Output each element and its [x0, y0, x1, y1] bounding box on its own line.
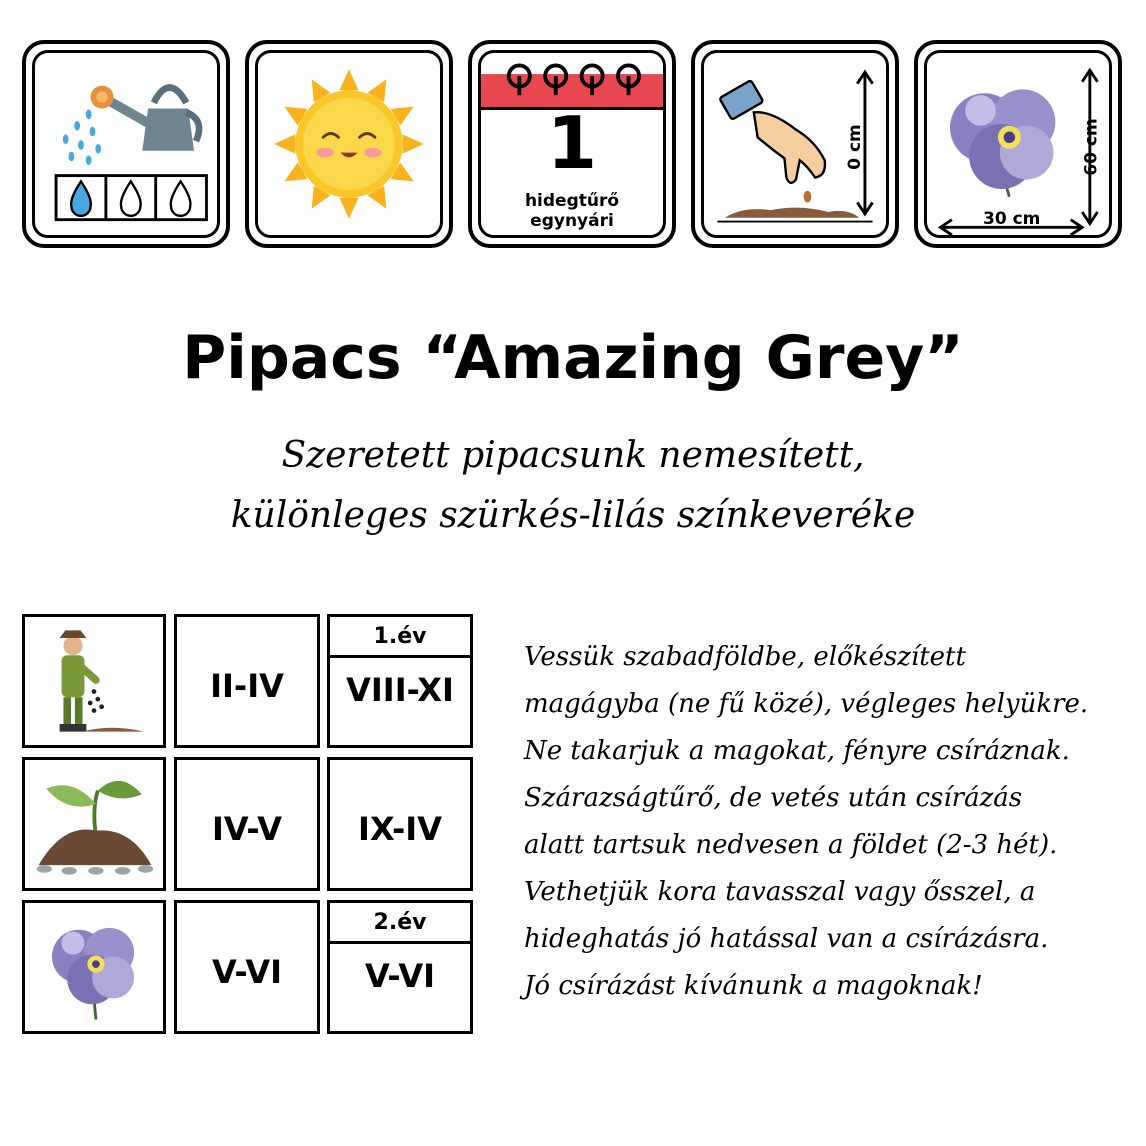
- subtitle-line-1: Szeretett pipacsunk nemesített,: [281, 435, 865, 476]
- instruction-line: magágyba (ne fű közé), végleges helyükre.: [524, 689, 1089, 719]
- seedling-months-cell: [174, 757, 320, 891]
- watering-tile: [22, 40, 230, 248]
- sowing-months: II-IV: [210, 667, 284, 705]
- instruction-line: Vessük szabadföldbe, előkészített: [524, 642, 966, 672]
- autumn-seedling-months: IX-IV: [358, 810, 442, 848]
- instruction-line: Szárazságtűrő, de vetés után csírázás: [524, 783, 1023, 813]
- year-2-flowering-months: V-VI: [364, 957, 436, 995]
- lifecycle-years: 1: [546, 101, 598, 185]
- hardiness-label: hidegtűrő: [524, 191, 620, 211]
- sowing-depth-label: 0 cm: [844, 124, 865, 170]
- gardener-sowing-icon: [25, 617, 163, 745]
- year-2-label: 2.év: [330, 903, 470, 944]
- instruction-line: Vethetjük kora tavasszal vagy ősszel, a: [524, 877, 1036, 907]
- water-level-indicator: [35, 53, 217, 235]
- flowering-months-cell: [174, 900, 320, 1034]
- seedling-icon: [25, 760, 163, 888]
- autumn-sowing-cell: [327, 614, 473, 748]
- instruction-line: Jó csírázást kívánunk a magoknak!: [524, 971, 983, 1001]
- autumn-sowing-months: VIII-XI: [346, 671, 454, 709]
- lifecycle-label: egynyári: [530, 211, 614, 231]
- sowing-instructions: [524, 634, 1124, 1010]
- instruction-line: alatt tartsuk nedvesen a földet (2-3 hét).: [524, 830, 1058, 860]
- plant-size-tile: [914, 40, 1122, 248]
- flowering-months: V-VI: [211, 953, 283, 991]
- year-1-label: 1.év: [330, 617, 470, 658]
- sowing-depth-tile: [691, 40, 899, 248]
- instruction-line: Ne takarjuk a magokat, fényre csíráznak.: [524, 736, 1070, 766]
- sowing-months-cell: [174, 614, 320, 748]
- product-title: Pipacs “Amazing Grey”: [182, 323, 964, 393]
- subtitle-line-2: különleges szürkés-lilás színkeveréke: [230, 495, 916, 536]
- plant-width-label: 30 cm: [983, 209, 1041, 229]
- calendar-tile: [468, 40, 676, 248]
- year-2-flowering-cell: [327, 900, 473, 1034]
- seedling-months: IV-V: [211, 810, 283, 848]
- autumn-seedling-cell: [327, 757, 473, 891]
- flower-icon-cell: [22, 900, 166, 1034]
- instruction-line: hideghatás jó hatással van a csírázásra.: [524, 924, 1049, 954]
- sun-tile: [245, 40, 453, 248]
- sun-icon: [258, 53, 440, 235]
- seedling-icon-cell: [22, 757, 166, 891]
- plant-height-label: 60 cm: [1081, 118, 1102, 176]
- sowing-icon-cell: [22, 614, 166, 748]
- poppy-flower-icon: [25, 903, 163, 1031]
